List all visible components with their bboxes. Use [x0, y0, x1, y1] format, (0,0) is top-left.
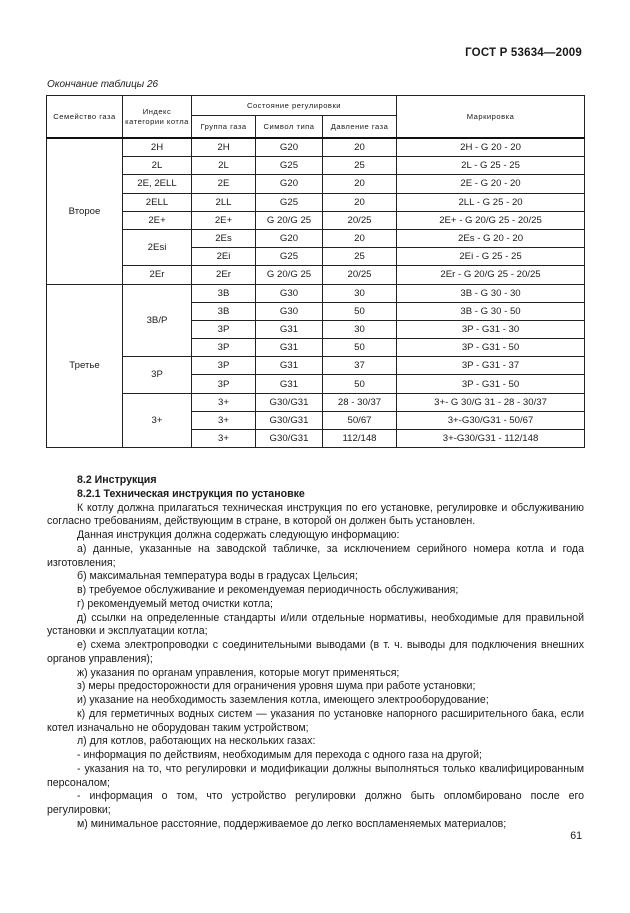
symbol-cell: G31 [256, 320, 323, 338]
family-cell: Третье [47, 284, 123, 448]
index-cell: 2L [123, 157, 192, 175]
paragraph: - информация по действиям, необходимым для перехода с одного газа на другой; [77, 749, 482, 761]
pressure-cell: 25 [323, 248, 397, 266]
marking-cell: 3P - G31 - 37 [397, 357, 585, 375]
pressure-cell: 20 [323, 229, 397, 247]
paragraph: е) схема электропроводки с соединительными выводами (в т. ч. выводы для подключения внешних органов управления); [47, 639, 584, 665]
group-cell: 3B [192, 284, 256, 302]
group-cell: 2Es [192, 229, 256, 247]
paragraph: б) максимальная температура воды в градусах Цельсия; [77, 570, 358, 583]
group-cell: 3+ [192, 393, 256, 411]
marking-cell: 3B - G 30 - 50 [397, 302, 585, 320]
group-cell: 2Ei [192, 248, 256, 266]
pressure-cell: 20 [323, 138, 397, 157]
paragraph: - указания на то, что регулировки и модификации должны выполняться только квалифицированным персоналом; [47, 762, 584, 789]
paragraph: - информация о том, что устройство регулировки должно быть опломбировано после его регулировки; [47, 790, 584, 816]
header-group: Группа газа [192, 116, 256, 139]
marking-cell: 2LL - G 25 - 20 [397, 193, 585, 211]
header-state: Состояние регулировки [192, 96, 397, 116]
index-cell: 2H [123, 138, 192, 157]
index-cell: 2E, 2ELL [123, 175, 192, 193]
pressure-cell: 28 - 30/37 [323, 393, 397, 411]
group-cell: 3B [192, 302, 256, 320]
gas-category-table [46, 95, 585, 448]
group-cell: 2L [192, 157, 256, 175]
header-symbol: Символ типа [256, 116, 323, 139]
table-row [47, 266, 585, 284]
marking-cell: 2E+ - G 20/G 25 - 20/25 [397, 211, 585, 229]
symbol-cell: G25 [256, 193, 323, 211]
group-cell: 2LL [192, 193, 256, 211]
section-heading: 8.2 Инструкция [77, 474, 157, 486]
pressure-cell: 50 [323, 302, 397, 320]
pressure-cell: 20 [323, 193, 397, 211]
section-heading: 8.2.1 Техническая инструкция по установке [77, 487, 305, 500]
index-cell: 2E+ [123, 211, 192, 229]
marking-cell: 2Er - G 20/G 25 - 20/25 [397, 266, 585, 284]
group-cell: 3P [192, 375, 256, 393]
group-cell: 3P [192, 357, 256, 375]
symbol-cell: G 20/G 25 [256, 266, 323, 284]
index-cell: 3+ [123, 393, 192, 448]
symbol-cell: G31 [256, 357, 323, 375]
symbol-cell: G25 [256, 248, 323, 266]
group-cell: 2E+ [192, 211, 256, 229]
family-cell: Второе [47, 138, 123, 284]
marking-cell: 3+-G30/G31 - 112/148 [397, 430, 585, 448]
marking-cell: 3P - G31 - 30 [397, 320, 585, 338]
index-cell: 3B/P [123, 284, 192, 357]
index-cell: 2Er [123, 266, 192, 284]
paragraph: ж) указания по органам управления, которые могут применяться; [77, 666, 400, 679]
header-marking: Маркировка [397, 96, 585, 139]
index-cell: 2Esi [123, 229, 192, 265]
header-pressure: Давление газа [323, 116, 397, 139]
group-cell: 3+ [192, 430, 256, 448]
pressure-cell: 50/67 [323, 411, 397, 429]
standard-header: ГОСТ Р 53634—2009 [465, 47, 582, 59]
table-row [47, 357, 585, 375]
marking-cell: 3P - G31 - 50 [397, 339, 585, 357]
pressure-cell: 112/148 [323, 430, 397, 448]
pressure-cell: 37 [323, 357, 397, 375]
group-cell: 3P [192, 320, 256, 338]
instruction-text [47, 474, 584, 832]
pressure-cell: 20 [323, 175, 397, 193]
marking-cell: 3P - G31 - 50 [397, 375, 585, 393]
paragraph: К котлу должна прилагаться техническая инструкция по его установке, регулировке и обслуживанию согласно требованиям, действующим в стране, в которой он должен быть установлен. [47, 501, 584, 528]
header-family: Семейство газа [47, 96, 123, 139]
group-cell: 2Er [192, 266, 256, 284]
pressure-cell: 30 [323, 284, 397, 302]
pressure-cell: 50 [323, 339, 397, 357]
symbol-cell: G31 [256, 339, 323, 357]
index-cell: 3P [123, 357, 192, 393]
group-cell: 3P [192, 339, 256, 357]
table-caption: Окончание таблицы 26 [47, 79, 159, 90]
page-number: 61 [570, 830, 582, 842]
table-row [47, 211, 585, 229]
group-cell: 2E [192, 175, 256, 193]
paragraph: к) для герметичных водных систем — указания по установке напорного расширительного бака, если котел изначально не оборудован таким устройством; [47, 707, 584, 734]
symbol-cell: G30 [256, 284, 323, 302]
paragraph: д) ссылки на определенные стандарты и/или отдельные нормативы, необходимые для правильной установки и эксплуатации котла; [47, 611, 584, 638]
paragraph: з) меры предосторожности для ограничения уровня шума при работе установки; [77, 680, 476, 693]
symbol-cell: G30 [256, 302, 323, 320]
symbol-cell: G30/G31 [256, 393, 323, 411]
paragraph: Данная инструкция должна содержать следующую информацию: [77, 529, 400, 541]
table-row [47, 157, 585, 175]
pressure-cell: 20/25 [323, 211, 397, 229]
table-body [47, 138, 585, 448]
table-row [47, 175, 585, 193]
marking-cell: 3+- G 30/G 31 - 28 - 30/37 [397, 393, 585, 411]
paragraph: л) для котлов, работающих на нескольких газах: [77, 735, 316, 748]
symbol-cell: G25 [256, 157, 323, 175]
group-cell: 2H [192, 138, 256, 157]
marking-cell: 2L - G 25 - 25 [397, 157, 585, 175]
group-cell: 3+ [192, 411, 256, 429]
paragraph: а) данные, указанные на заводской табличке, за исключением серийного номера котла и года изготовления; [47, 542, 584, 569]
paragraph: в) требуемое обслуживание и рекомендуемая периодичность обслуживания; [77, 584, 459, 596]
marking-cell: 2Ei - G 25 - 25 [397, 248, 585, 266]
paragraph: г) рекомендуемый метод очистки котла; [77, 597, 273, 610]
table-row [47, 393, 585, 411]
table-row [47, 193, 585, 211]
symbol-cell: G30/G31 [256, 411, 323, 429]
table-row [47, 138, 585, 157]
symbol-cell: G30/G31 [256, 430, 323, 448]
pressure-cell: 20/25 [323, 266, 397, 284]
paragraph: м) минимальное расстояние, поддерживаемое до легко воспламеняемых материалов; [77, 817, 507, 830]
marking-cell: 3B - G 30 - 30 [397, 284, 585, 302]
symbol-cell: G31 [256, 375, 323, 393]
index-cell: 2ELL [123, 193, 192, 211]
symbol-cell: G20 [256, 175, 323, 193]
pressure-cell: 30 [323, 320, 397, 338]
symbol-cell: G 20/G 25 [256, 211, 323, 229]
marking-cell: 2H - G 20 - 20 [397, 138, 585, 157]
paragraph: и) указание на необходимость заземления котла, имеющего электрооборудование; [77, 694, 489, 706]
marking-cell: 2E - G 20 - 20 [397, 175, 585, 193]
symbol-cell: G20 [256, 229, 323, 247]
pressure-cell: 50 [323, 375, 397, 393]
pressure-cell: 25 [323, 157, 397, 175]
table-row [47, 229, 585, 247]
table-row [47, 284, 585, 302]
marking-cell: 2Es - G 20 - 20 [397, 229, 585, 247]
header-index: Индекс категории котла [123, 96, 192, 139]
symbol-cell: G20 [256, 138, 323, 157]
marking-cell: 3+-G30/G31 - 50/67 [397, 411, 585, 429]
